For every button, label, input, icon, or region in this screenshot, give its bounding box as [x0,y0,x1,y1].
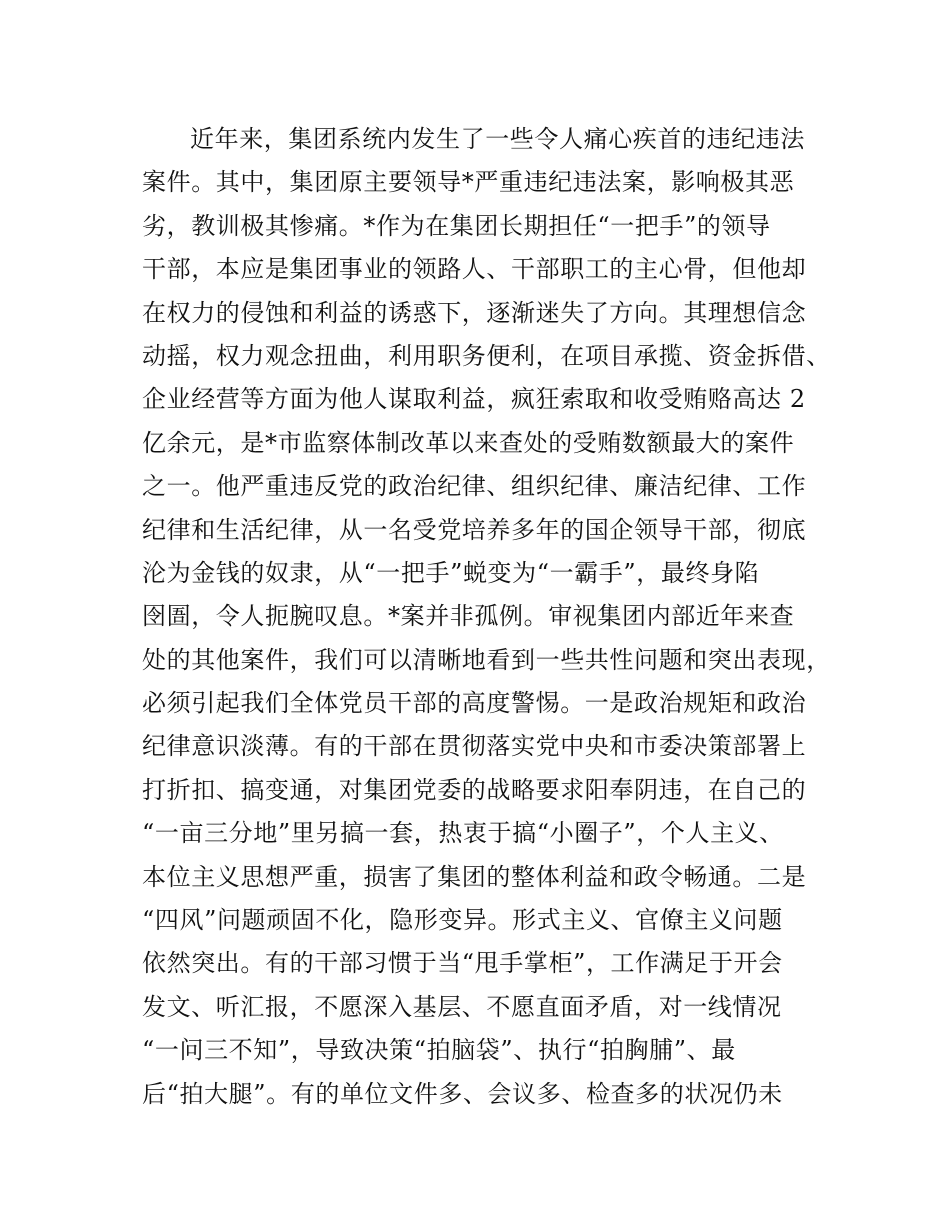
text-line: 必须引起我们全体党员干部的高度警惕。一是政治规矩和政治 [142,689,807,718]
text-line: 动摇，权力观念扭曲，利用职务便利，在项目承揽、资金拆借、 [142,341,831,370]
text-line: 囹圄，令人扼腕叹息。*案并非孤例。审视集团内部近年来查 [142,602,795,631]
text-line: 劣，教训极其惨痛。*作为在集团长期担任“一把手”的领导 [142,211,771,240]
text-line: 处的其他案件，我们可以清晰地看到一些共性问题和突出表现， [142,645,831,674]
text-line: 本位主义思想严重，损害了集团的整体利益和政令畅通。二是 [142,862,807,891]
text-line: “一亩三分地”里另搞一套，热衷于搞“小圈子”，个人主义、 [142,819,784,848]
text-line: “一问三不知”，导致决策“拍脑袋”、执行“拍胸脯”、最 [142,1036,736,1065]
text-line: 打折扣、搞变通，对集团党委的战略要求阳奉阴违，在自己的 [142,775,807,804]
text-line: 在权力的侵蚀和利益的诱惑下，逐渐迷失了方向。其理想信念 [142,298,807,327]
text-line: 纪律意识淡薄。有的干部在贯彻落实党中央和市委决策部署上 [142,732,807,761]
text-line: 纪律和生活纪律，从一名受党培养多年的国企领导干部，彻底 [142,515,807,544]
text-line: 后“拍大腿”。有的单位文件多、会议多、检查多的状况仍未 [142,1079,783,1108]
text-line: 案件。其中，集团原主要领导*严重违纪违法案，影响极其恶 [142,168,795,197]
text-line: “四风”问题顽固不化，隐形变异。形式主义、官僚主义问题 [142,906,783,935]
text-line: 近年来，集团系统内发生了一些令人痛心疾首的违纪违法 [190,125,805,153]
body-paragraph [142,118,831,1116]
text-line: 之一。他严重违反党的政治纪律、组织纪律、廉洁纪律、工作 [142,472,807,501]
text-line: 沦为金钱的奴隶，从“一把手”蜕变为“一霸手”，最终身陷 [142,558,760,587]
text-line: 干部，本应是集团事业的领路人、干部职工的主心骨，但他却 [142,255,807,284]
text-line: 依然突出。有的干部习惯于当“甩手掌柜”，工作满足于开会 [142,949,783,978]
text-line: 发文、听汇报，不愿深入基层、不愿直面矛盾，对一线情况 [142,992,782,1021]
text-line: 亿余元，是*市监察体制改革以来查处的受贿数额最大的案件 [142,428,795,457]
text-line: 企业经营等方面为他人谋取利益，疯狂索取和收受贿赂高达 2 [142,385,806,414]
